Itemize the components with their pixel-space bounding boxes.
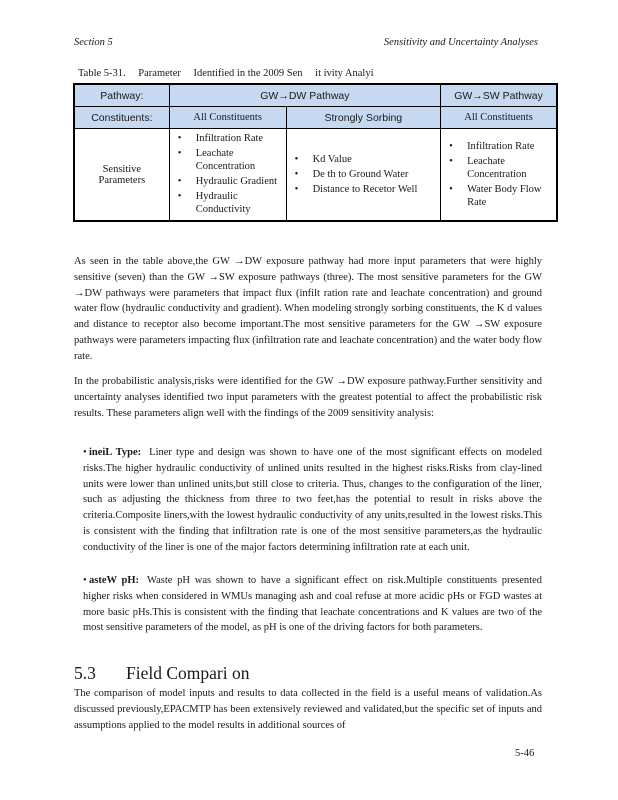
pathway-label: Pathway: (74, 84, 169, 107)
bullet-head: ineiL Type: (89, 447, 142, 458)
caption-text2: Identified in the 2009 Sen (193, 68, 303, 79)
paragraph-1: As seen in the table above,the GW →DW exposure pathway had more input parameters that were highly sensitive (seven) than the GW →SW exposure pathways (three). The most sensitive parameters for the GW →DW pathways were parameters that impact flux (infilt ration rate and leachate concentration) and ground water flow (hydraulic conductivity and gradient). When modeling strongly sorbing constituents, the K d values and distance to receptor also become important.The most sensitive parameters for the GW →SW exposure pathways were parameters impacting flux (infiltration rate and leachate concentration) and the water body flow rate. (74, 256, 542, 362)
sensitivity-table (73, 83, 558, 222)
pathway-gw-dw: GW→DW Pathway (169, 84, 440, 107)
paragraph-2: In the probabilistic analysis,risks were identified for the GW →DW exposure pathway.Further sensitivity and uncertainty analyses identified two input parameters with the greatest potential to affect the probabilistic risk results. These parameters align well with the findings of the 2009 sensitivity analysis: (74, 376, 542, 419)
list-item: • Leachate Concentration (441, 155, 554, 181)
paragraph-3: The comparison of model inputs and results to data collected in the field is a useful means of validation.As discussed previously,EPACMTP has been extensively reviewed and validated,but the specific set of inputs and assumptions applied to the model results in additional sources of (74, 688, 542, 731)
bullet-text: Liner type and design was shown to have one of the most significant effects on modeled risks.The higher hydraulic conductivity of unlined units resulted in the highest risks.Risks from clay-lined units were lower than unlined units,but still close to criteria. Thus, changes to the configuration of the liner, such as adjusting the thickness from three to two feet,has the potential to result in risks above the criteria.Composite liners,with the lowest hydraulic conductivity of any units,resulted in the lowest risks.This is consistent with the finding that infiltration rate is one of the most sensitive parameters,as the hydraulic conductivity of the liner is one of the major factors determining infiltration rate at each unit. (83, 447, 542, 553)
page-number: 5-46 (515, 748, 535, 759)
section-heading (74, 663, 249, 684)
bullet-waste-ph (83, 573, 542, 636)
list-item: • Water Body Flow Rate (441, 183, 554, 209)
col-all-constituents-2: All Constituents (441, 107, 557, 129)
header-section: Section 5 (74, 37, 113, 48)
header-title: Sensitivity and Uncertainty Analyses (383, 37, 538, 48)
constituents-label: Constituents: (74, 107, 169, 129)
section-title: Field Compari on (126, 663, 250, 683)
caption-label: Table 5-31. (78, 68, 126, 79)
gw-sw-all-params (441, 129, 557, 222)
gw-dw-all-params (169, 129, 286, 222)
bullet-liner-type (83, 445, 542, 556)
gw-dw-strong-params (286, 129, 440, 222)
list-item: • Leachate Concentration (170, 147, 284, 173)
bullet-icon: • (83, 575, 87, 586)
caption-text1: Parameter (138, 68, 181, 79)
list-item: • Distance to Recetor Well (287, 183, 438, 196)
bullet-head: asteW pH: (89, 575, 140, 586)
bullet-icon: • (83, 447, 87, 458)
row-label-line1: Sensitive (102, 163, 142, 175)
list-item: • De th to Ground Water (287, 168, 438, 181)
caption-text3: it ivity Analyi (315, 68, 374, 79)
list-item: • Hydraulic Conductivity (170, 190, 284, 216)
list-item: • Kd Value (287, 153, 438, 166)
list-item: • Infiltration Rate (170, 132, 284, 145)
col-all-constituents-1: All Constituents (169, 107, 286, 129)
table-caption (78, 68, 384, 79)
pathway-gw-sw: GW→SW Pathway (441, 84, 557, 107)
bullet-text: Waste pH was shown to have a significant effect on risk.Multiple constituents presented higher risks when considered in WMUs managing ash and coal refuse at more acidic pHs or FGD wastes at more basic pHs.This is consistent with the finding that leachate concentrations and K values are two of the most sensitive parameters of the model, as pH is one of the driving factors for both parameters. (83, 575, 542, 634)
sensitive-parameters-label (74, 129, 169, 222)
list-item: • Hydraulic Gradient (170, 175, 284, 188)
list-item: • Infiltration Rate (441, 140, 554, 153)
col-strongly-sorbing: Strongly Sorbing (286, 107, 440, 129)
section-number: 5.3 (74, 663, 96, 683)
row-label-line2: Parameters (98, 174, 146, 186)
